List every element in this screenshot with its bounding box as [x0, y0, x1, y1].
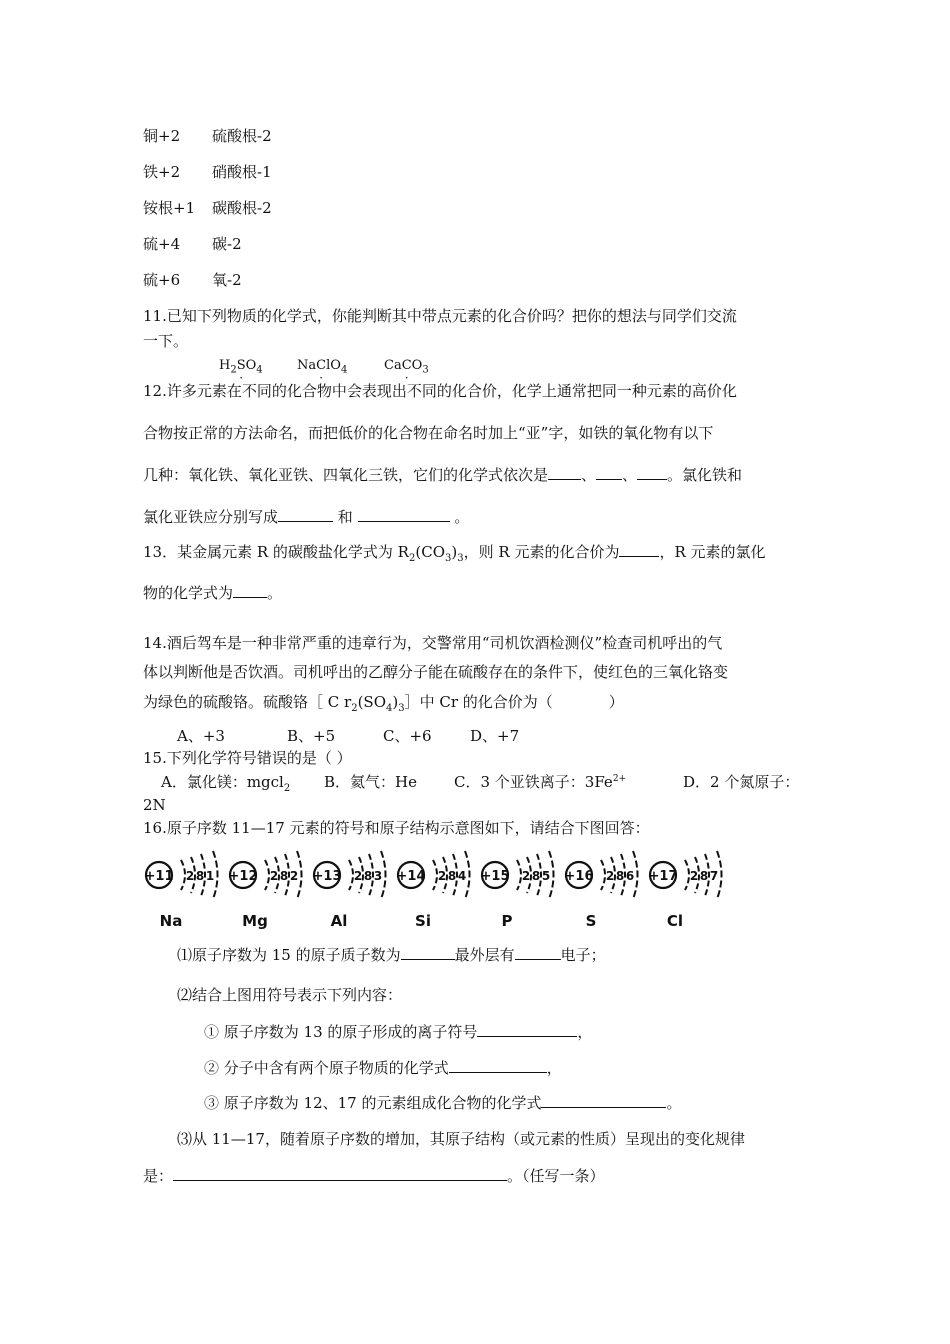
q15-option-a[interactable]: A．氯化镁：mgcl$_2$ — [161, 773, 291, 794]
electron-shell-arc — [685, 860, 689, 890]
valence-left-1: 铜+2 — [143, 127, 181, 145]
shell-electron-count: 2 — [185, 869, 195, 883]
shell-electron-count: 2 — [269, 869, 279, 883]
shell-electron-count: 8 — [699, 869, 709, 883]
q13-line2: 物的化学式为 。 — [143, 584, 283, 602]
electron-shell-arc — [265, 860, 269, 890]
q12-line2: 合物按正常的方法命名，而把低价的化合物在命名时加上“亚”字，如铁的氧化物有以下 — [143, 424, 714, 442]
answer-blank[interactable] — [401, 945, 455, 960]
dotted-element-s: S · — [236, 358, 246, 385]
valence-left-5: 硫+6 — [143, 271, 181, 289]
shell-electron-count: 2 — [437, 869, 447, 883]
shell-electron-count: 8 — [195, 869, 205, 883]
element-symbol: Na — [159, 912, 183, 930]
atom-structure-diagrams — [143, 840, 743, 934]
electron-shell-arc — [181, 860, 185, 890]
q16-part2-1: ① 原子序数为 13 的原子形成的离子符号 ， — [204, 1023, 593, 1041]
shell-electron-count: 7 — [709, 869, 719, 883]
nucleus-charge: +13 — [312, 869, 342, 884]
shell-electron-count: 8 — [279, 869, 289, 883]
q15-option-d[interactable]: D．2 个氮原子： — [683, 773, 800, 791]
answer-blank[interactable] — [596, 465, 622, 480]
shell-electron-count: 3 — [373, 869, 383, 883]
valence-right-1: 硫酸根-2 — [212, 127, 272, 145]
q11-formula-naclo4: NaC · $lO_4$ — [297, 358, 348, 385]
dotted-element-c: C · — [401, 358, 412, 385]
q14-line1: 14.酒后驾车是一种非常严重的违章行为，交警常用“司机饮酒检测仪”检查司机呼出的气 — [143, 634, 723, 652]
element-symbol: Cl — [666, 912, 684, 930]
q12-line4: 氯化亚铁应分别写成 和 。 — [143, 508, 470, 526]
q11-line1: 11.已知下列物质的化学式，你能判断其中带点元素的化合价吗？把你的想法与同学们交流 — [143, 307, 737, 325]
answer-blank[interactable] — [449, 1058, 547, 1073]
electron-shell-arc — [349, 860, 353, 890]
dotted-element-cl: C · — [316, 358, 327, 385]
valence-right-5: 氧-2 — [212, 271, 242, 289]
q11-line2: 一下。 — [143, 332, 189, 350]
answer-blank[interactable] — [548, 465, 581, 480]
nucleus-charge: +12 — [228, 869, 258, 884]
answer-blank[interactable] — [515, 945, 561, 960]
valence-left-4: 硫+4 — [143, 235, 181, 253]
nucleus-charge: +16 — [564, 869, 594, 884]
shell-electron-count: 8 — [615, 869, 625, 883]
q14-line3: 为绿色的硫酸铬。硫酸铬［ C $r_2(SO_4)_3]$中 Cr 的化合价为（ ） — [143, 693, 624, 714]
q15-stem: 15.下列化学符号错误的是（ ） — [143, 749, 352, 767]
valence-left-3: 铵根+1 — [143, 199, 196, 217]
shell-electron-count: 2 — [289, 869, 299, 883]
answer-blank[interactable] — [477, 1022, 577, 1037]
shell-electron-count: 8 — [363, 869, 373, 883]
element-symbol: Si — [415, 912, 431, 930]
answer-blank[interactable] — [233, 583, 267, 598]
valence-right-2: 硝酸根-1 — [212, 163, 272, 181]
shell-electron-count: 6 — [625, 869, 635, 883]
shell-electron-count: 1 — [205, 869, 215, 883]
element-symbol: Al — [330, 912, 348, 930]
q12-line3: 几种：氧化铁、氧化亚铁、四氧化三铁，它们的化学式依次是 、 、 。氯化铁和 — [143, 466, 743, 484]
q16-stem: 16.原子序数 11—17 元素的符号和原子结构示意图如下，请结合下图回答： — [143, 819, 650, 837]
q14-option-d[interactable]: D、+7 — [470, 727, 520, 745]
electron-shell-arc — [433, 860, 437, 890]
q15-option-d-wrap: 2N — [143, 796, 166, 814]
valence-left-2: 铁+2 — [143, 163, 181, 181]
q11-formula-h2so4: $H_2S$ · $O_4$ — [219, 358, 263, 385]
q14-line2: 体以判断他是否饮酒。司机呼出的乙醇分子能在硫酸存在的条件下，使红色的三氧化铬变 — [143, 663, 729, 681]
nucleus-charge: +11 — [144, 869, 174, 884]
shell-electron-count: 8 — [447, 869, 457, 883]
element-symbol: P — [501, 912, 513, 930]
q14-option-a[interactable]: A、+3 — [177, 727, 225, 745]
shell-electron-count: 4 — [457, 869, 467, 883]
q15-option-b[interactable]: B．氦气：He — [324, 773, 417, 791]
nucleus-charge: +14 — [396, 869, 426, 884]
answer-blank[interactable] — [358, 507, 450, 522]
q16-part2: ⑵结合上图用符号表示下列内容： — [177, 986, 403, 1004]
q16-part1: ⑴原子序数为 15 的原子质子数为 最外层有 电子； — [177, 946, 606, 964]
valence-right-4: 碳-2 — [212, 235, 242, 253]
q14-option-b[interactable]: B、+5 — [287, 727, 336, 745]
shell-electron-count: 2 — [605, 869, 615, 883]
valence-right-3: 碳酸根-2 — [212, 199, 272, 217]
shell-electron-count: 2 — [689, 869, 699, 883]
element-symbol: Mg — [242, 912, 268, 930]
answer-blank[interactable] — [278, 507, 333, 522]
q14-option-c[interactable]: C、+6 — [383, 727, 432, 745]
shell-electron-count: 2 — [353, 869, 363, 883]
q16-part2-2: ② 分子中含有两个原子物质的化学式 ， — [204, 1059, 562, 1077]
q11-formula-caco3: CaC · $O_3$ — [384, 358, 429, 385]
q16-part2-3: ③ 原子序数为 12、17 的元素组成化合物的化学式 。 — [204, 1094, 682, 1112]
electron-shell-arc — [601, 860, 605, 890]
shell-electron-count: 8 — [531, 869, 541, 883]
nucleus-charge: +15 — [480, 869, 510, 884]
answer-blank[interactable] — [541, 1093, 666, 1108]
answer-blank[interactable] — [619, 542, 659, 557]
electron-shell-arc — [517, 860, 521, 890]
nucleus-charge: +17 — [648, 869, 678, 884]
answer-blank[interactable] — [173, 1166, 507, 1181]
q16-part3-answer: 是： 。（任写一条） — [143, 1167, 605, 1185]
q12-line1: 12.许多元素在不同的化合物中会表现出不同的化合价，化学上通常把同一种元素的高价化 — [143, 382, 737, 400]
shell-electron-count: 5 — [541, 869, 551, 883]
answer-blank[interactable] — [637, 465, 667, 480]
q13-line1: 13．某金属元素 R 的碳酸盐化学式为 $R_2(CO_3)_3$，则 R 元素的化合价为 ，R 元素的氯化 — [143, 543, 766, 564]
q15-option-c[interactable]: C．3 个亚铁离子：$3Fe^{2+}$ — [454, 773, 627, 791]
q16-part3: ⑶从 11—17，随着原子序数的增加，其原子结构（或元素的性质）呈现出的变化规律 — [177, 1130, 745, 1148]
element-symbol: S — [585, 912, 597, 930]
shell-electron-count: 2 — [521, 869, 531, 883]
